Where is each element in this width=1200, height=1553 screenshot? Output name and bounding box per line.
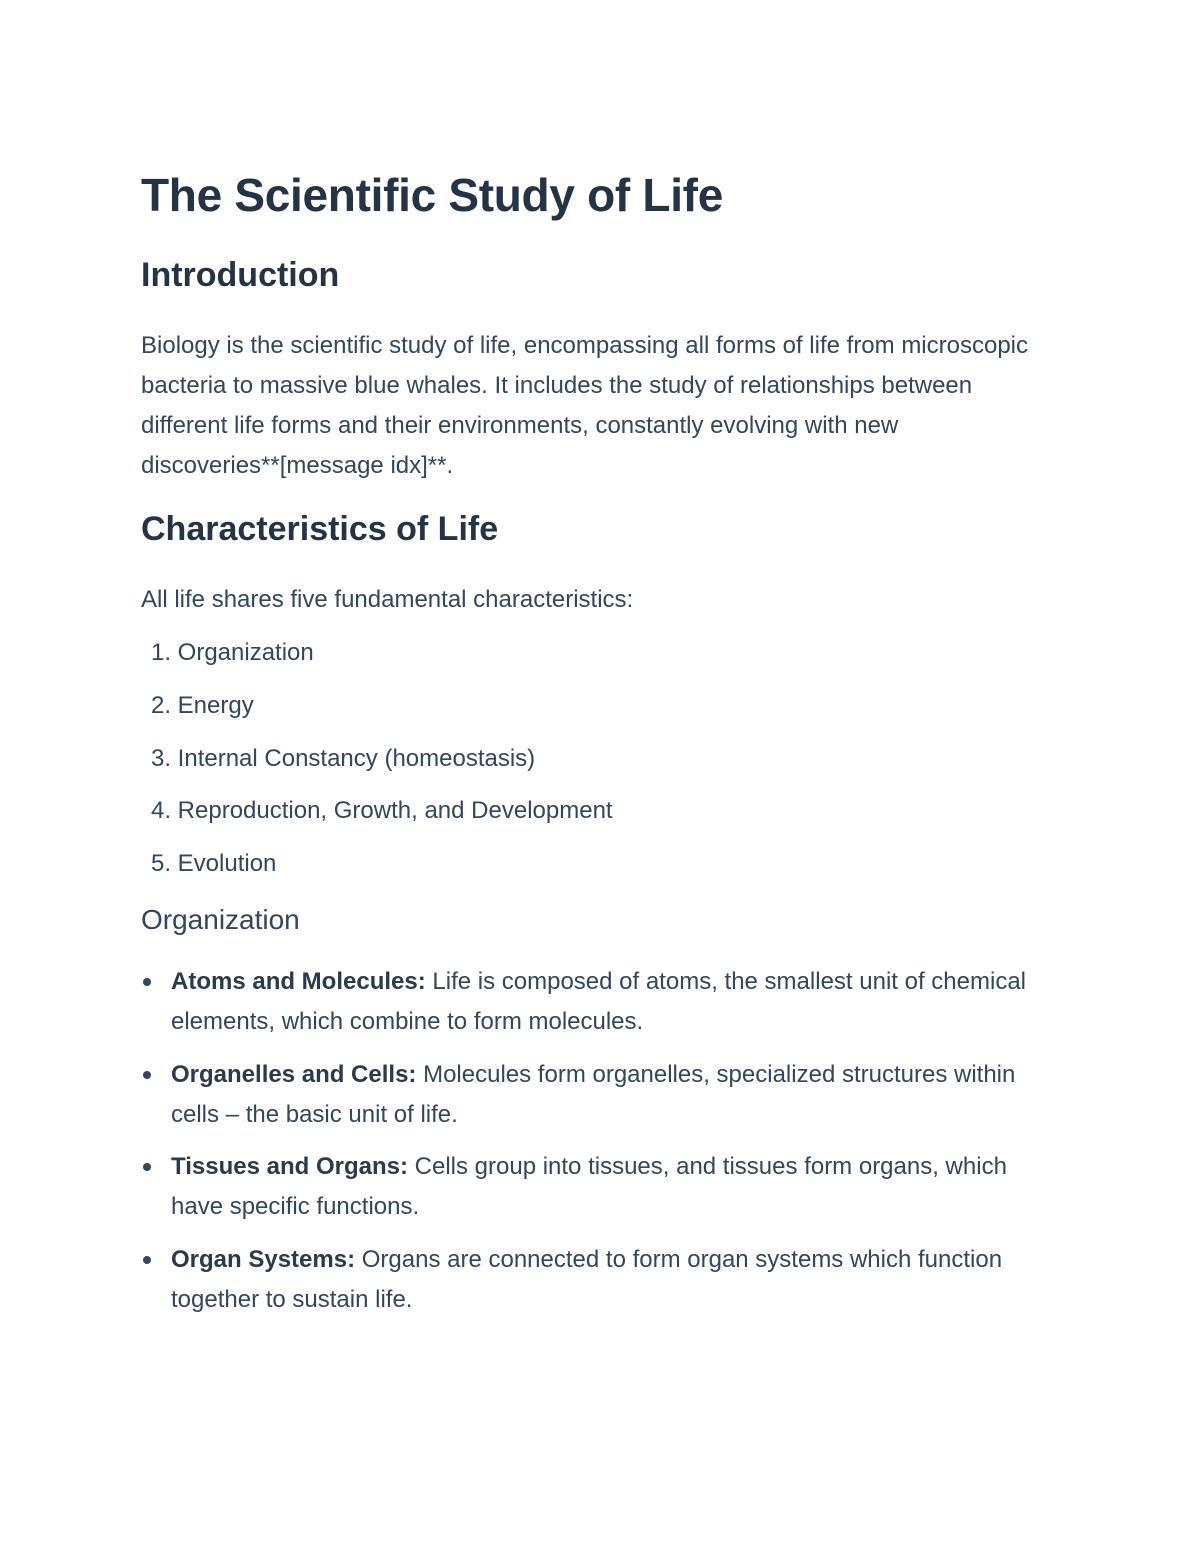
list-item-label: Internal Constancy (homeostasis) xyxy=(177,745,536,772)
list-item-label: Energy xyxy=(177,692,254,719)
organization-list-item xyxy=(141,1240,1051,1320)
list-number: 1. xyxy=(150,639,171,666)
list-number: 5. xyxy=(150,850,171,877)
bullet-icon xyxy=(143,1071,151,1079)
characteristics-heading: Characteristics of Life xyxy=(141,510,499,548)
characteristic-item xyxy=(141,844,276,884)
list-item-text: Cells group into tissues, and tissues form organs, which have specific functions. xyxy=(171,1153,1007,1220)
bullet-icon xyxy=(143,1256,151,1264)
bullet-icon xyxy=(143,1163,151,1171)
characteristic-item xyxy=(141,633,314,673)
list-number: 3. xyxy=(150,745,171,772)
introduction-heading: Introduction xyxy=(141,256,340,294)
organization-heading: Organization xyxy=(141,904,300,935)
organization-list-item xyxy=(141,1147,1051,1227)
list-number: 2. xyxy=(150,692,171,719)
list-number: 4. xyxy=(150,797,171,824)
characteristic-item xyxy=(141,686,254,726)
organization-list-item xyxy=(141,962,1051,1042)
list-item-text: Life is composed of atoms, the smallest unit of chemical elements, which combine to form molecules. xyxy=(171,968,1026,1035)
characteristics-intro: All life shares five fundamental characteristics: xyxy=(141,586,634,613)
characteristic-item xyxy=(141,739,535,779)
list-item-term: Tissues and Organs: xyxy=(171,1153,408,1180)
list-item-text: Organs are connected to form organ systems which function together to sustain life. xyxy=(171,1246,1003,1313)
organization-list-item xyxy=(141,1055,1051,1135)
list-item-term: Organelles and Cells: xyxy=(171,1061,417,1088)
list-item-term: Organ Systems: xyxy=(171,1246,356,1273)
list-item-term: Atoms and Molecules: xyxy=(171,968,426,995)
list-item-label: Evolution xyxy=(177,850,277,877)
characteristic-item xyxy=(141,791,613,831)
bullet-icon xyxy=(143,978,151,986)
introduction-paragraph: Biology is the scientific study of life, encompassing all forms of life from microscopic bacteria to massive blue whales. It includes the study of relationships between different life forms and their environments, constantly evolving with new discoveries**[message idx]**. xyxy=(141,332,1029,479)
list-item-label: Organization xyxy=(177,639,314,666)
document-title: The Scientific Study of Life xyxy=(141,169,723,221)
list-item-label: Reproduction, Growth, and Development xyxy=(177,797,613,824)
list-item-text: Molecules form organelles, specialized structures within cells – the basic unit of life. xyxy=(171,1061,1016,1128)
